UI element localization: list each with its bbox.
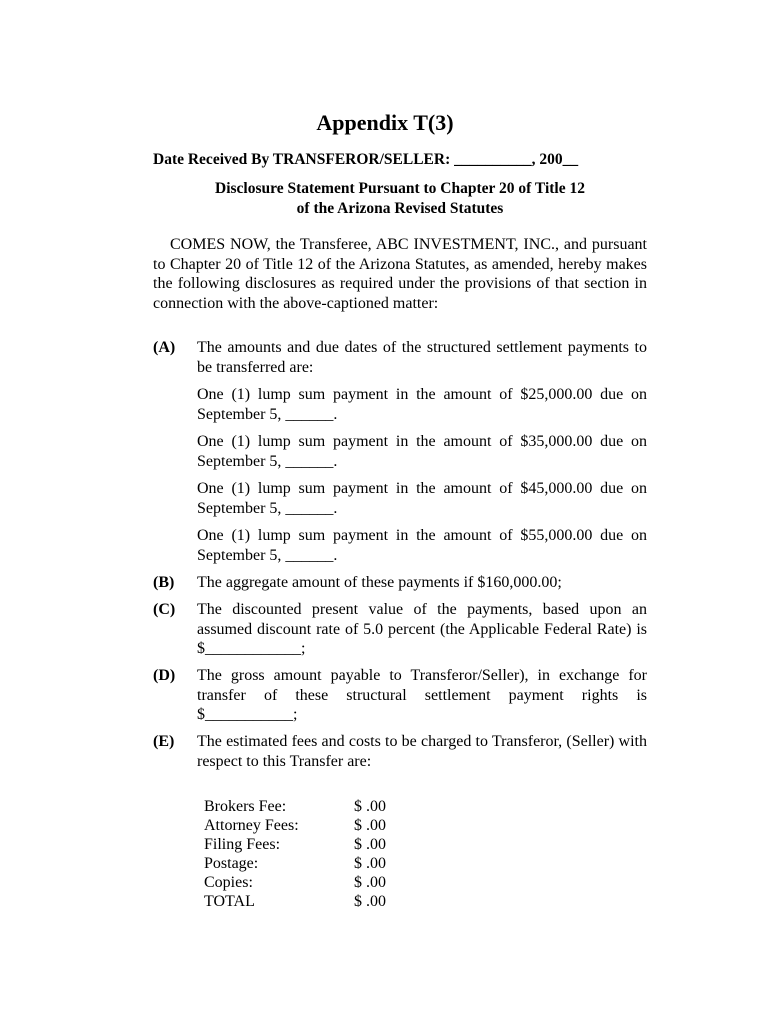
fee-value: $ .00: [354, 855, 386, 872]
fee-value: $ .00: [354, 893, 386, 910]
fee-label: Postage:: [204, 855, 259, 872]
fee-value: $ .00: [354, 874, 386, 891]
fee-label: Filing Fees:: [204, 836, 281, 853]
fee-row-attorney: [204, 816, 464, 835]
item-d-letter: (D): [153, 667, 176, 684]
item-b-letter: (B): [153, 574, 175, 591]
item-a-text: The amounts and due dates of the structured settlement payments to be transferred are:: [197, 339, 647, 376]
item-c-letter: (C): [153, 601, 176, 618]
payment-item-3: One (1) lump sum payment in the amount of $45,000.00 due on September 5, ______.: [197, 480, 647, 517]
item-b-text: The aggregate amount of these payments if $160,000.00;: [197, 574, 562, 591]
payment-item-4: One (1) lump sum payment in the amount of $55,000.00 due on September 5, ______.: [197, 527, 647, 564]
fee-value: $ .00: [354, 817, 386, 834]
payment-item-2: One (1) lump sum payment in the amount of $35,000.00 due on September 5, ______.: [197, 433, 647, 470]
subtitle-line-1: Disclosure Statement Pursuant to Chapter 20 of Title 12: [215, 180, 585, 197]
item-e-text: The estimated fees and costs to be charged to Transferor, (Seller) with respect to this Transfer are:: [197, 733, 647, 770]
item-c-text: The discounted present value of the payments, based upon an assumed discount rate of 5.0 percent (the Applicable Federal Rate) is $____________;: [197, 601, 647, 658]
fee-row-copies: [204, 873, 464, 892]
fee-label: TOTAL: [204, 893, 255, 910]
fees-table: [204, 797, 464, 911]
document-subtitle: [0, 179, 770, 218]
fee-row-postage: [204, 854, 464, 873]
item-a-letter: (A): [153, 339, 176, 356]
fee-label: Attorney Fees:: [204, 817, 299, 834]
fee-row-filing: [204, 835, 464, 854]
fee-label: Brokers Fee:: [204, 798, 287, 815]
payment-item-1: One (1) lump sum payment in the amount of $25,000.00 due on September 5, ______.: [197, 386, 647, 423]
item-d-text: The gross amount payable to Transferor/Seller), in exchange for transfer of these structural settlement payment rights is $___________;: [197, 667, 647, 724]
intro-paragraph: COMES NOW, the Transferee, ABC INVESTMENT, INC., and pursuant to Chapter 20 of Title 12 of the Arizona Statutes, as amended, hereby makes the following disclosures as required under the provisions of that section in connection with the above-captioned matter:: [153, 236, 647, 312]
fee-value: $ .00: [354, 798, 386, 815]
fee-value: $ .00: [354, 836, 386, 853]
date-received-line: Date Received By TRANSFEROR/SELLER: __________, 200__: [153, 151, 579, 168]
item-e-letter: (E): [153, 733, 175, 750]
subtitle-line-2: of the Arizona Revised Statutes: [296, 199, 504, 217]
fee-row-brokers: [204, 797, 464, 816]
fee-row-total: [204, 892, 464, 911]
document-title: Appendix T(3): [316, 110, 454, 135]
fee-label: Copies:: [204, 874, 253, 891]
